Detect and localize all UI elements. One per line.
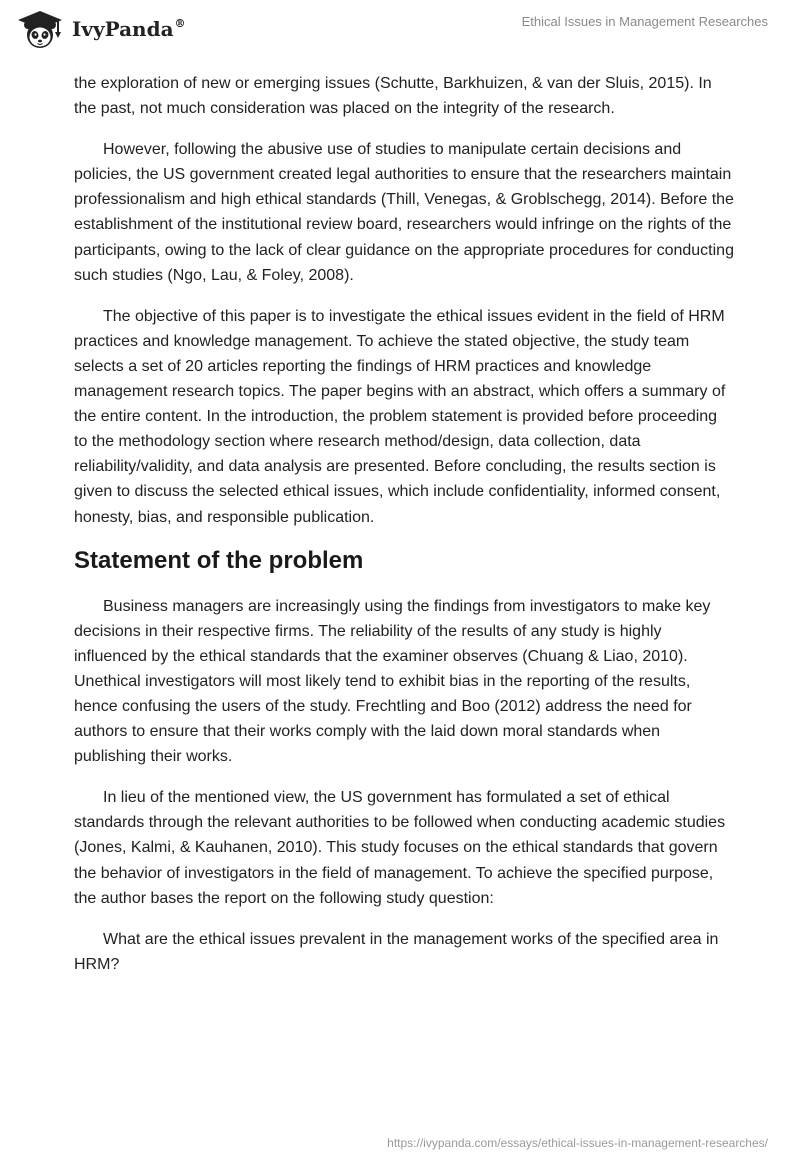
source-url[interactable]: https://ivypanda.com/essays/ethical-issues-in-management-researches/ [387,1136,768,1150]
essay-body [74,71,734,993]
paragraph: However, following the abusive use of studies to manipulate certain decisions and policies, the US government created legal authorities to ensure that the researchers maintain professionalism and high ethical standards (Thill, Venegas, & Groblschegg, 2014). Before the establishment of the institutional review board, researchers would infringe on the rights of the participants, owing to the lack of clear guidance on the appropriate procedures for conducting such studies (Ngo, Lau, & Foley, 2008). [74,141,734,284]
registered-mark: ® [174,17,186,30]
panda-graduate-icon [14,8,66,52]
logo-wordmark: IvyPanda® [72,17,186,41]
paragraph: What are the ethical issues prevalent in the management works of the specified area in HRM? [74,930,719,973]
section-heading: Statement of the problem [74,546,364,574]
paragraph: Business managers are increasingly using the findings from investigators to make key decisions in their respective firms. The reliability of the results of any study is highly influenced by the ethical standards that the examiner observes (Chuang & Liao, 2010). Unethical investigators will most likely tend to exhibit bias in the reporting of the results, hence confusing the users of the study. Frechtling and Boo (2012) address the need for authors to ensure that their works comply with the laid down moral standards when publishing their works. [74,597,711,766]
document-title: Ethical Issues in Management Researches [521,14,768,29]
paragraph: In lieu of the mentioned view, the US government has formulated a set of ethical standards through the relevant authorities to be followed when conducting academic studies (Jones, Kalmi, & Kauhanen, 2010). This study focuses on the ethical standards that govern the behavior of investigators in the field of management. To achieve the specified purpose, the author bases the report on the following study question: [74,789,726,907]
page-header [0,0,800,64]
paragraph-continued: the exploration of new or emerging issues (Schutte, Barkhuizen, & van der Sluis, 2015). In the past, not much consideration was placed on the integrity of the research. [74,75,712,118]
paragraph: The objective of this paper is to investigate the ethical issues evident in the field of HRM practices and knowledge management. To achieve the stated objective, the study team selects a set of 20 articles reporting the findings of HRM practices and knowledge management research topics. The paper begins with an abstract, which offers a summary of the entire content. In the introduction, the problem statement is provided before proceeding to the methodology section where research method/design, data collection, data reliability/validity, and data analysis are presented. Before concluding, the results section is given to discuss the selected ethical issues, which include confidentiality, informed consent, honesty, bias, and responsible publication. [74,307,726,526]
ivypanda-logo[interactable] [14,8,186,52]
